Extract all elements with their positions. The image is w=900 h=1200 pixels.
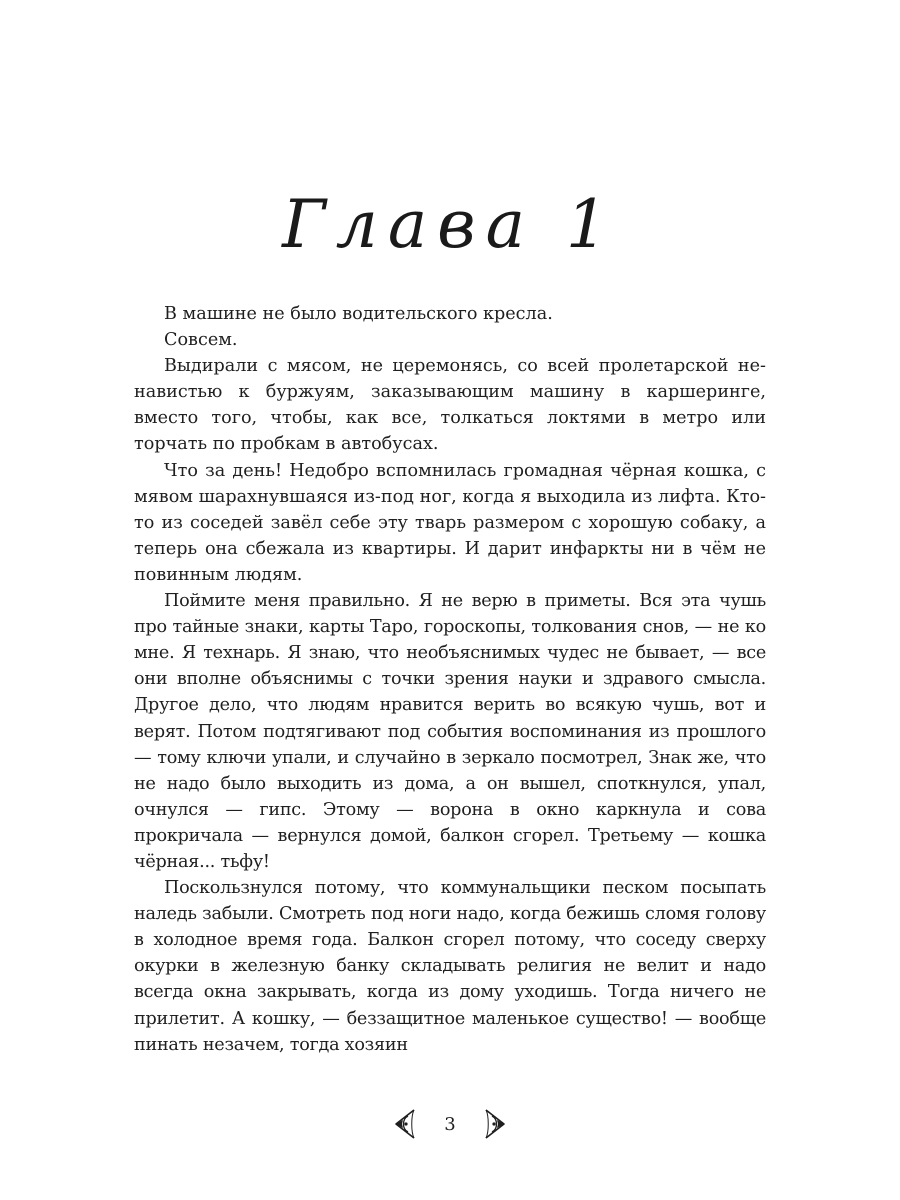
chapter-text bbox=[134, 301, 766, 1058]
chapter-title: Глава 1 bbox=[282, 186, 618, 263]
ornament-left-icon bbox=[390, 1107, 416, 1141]
paragraph: Выдирали с мясом, не церемонясь, со всей пролетарской ненавистью к буржуям, заказывающим машину в каршеринге, вместо того, чтобы, как все, толкаться локтями в метро или торчать по пробкам в автобусах. bbox=[134, 356, 766, 455]
paragraph: Совсем. bbox=[164, 330, 238, 351]
paragraph: Поскользнулся потому, что коммунальщики песком посыпать наледь забыли. Смотреть под ноги надо, когда бежишь сломя голову в холодное время года. Балкон сгорел потому, что соседу сверху окурки в железную банку складывать религия не велит и надо всегда окна закрывать, когда из дому уходишь. Тогда ничего не прилетит. А кошку, — беззащитное маленькое существо! — вообще пинать незачем, тогда хозяин bbox=[134, 878, 766, 1055]
paragraph: В машине не было водительского кресла. bbox=[164, 304, 553, 324]
page-footer bbox=[0, 1104, 900, 1144]
paragraph: Поймите меня правильно. Я не верю в приметы. Вся эта чушь про тайные знаки, карты Таро, гороскопы, толкования снов, — не ко мне. Я технарь. Я знаю, что необъяснимых чудес не бывает, — все они вполне объяснимы с точки зрения науки и здравого смысла. Другое дело, что людям нравится верить во всякую чушь, вот и верят. Потом подтягивают под события воспоминания из прошлого — тому ключи упали, и случайно в зеркало посмотрел, Знак же, что не надо было выходить из дома, а он вышел, споткнулся, упал, очнулся — гипс. Этому — ворона в окно каркнула и сова прокричала — вернулся домой, балкон сгорел. Третьему — кошка чёрная... тьфу! bbox=[134, 591, 766, 872]
paragraph: Что за день! Недобро вспомнилась громадная чёрная кошка, с мявом шарахнувшаяся из-под ног, когда я выходила из лифта. Кто-то из соседей завёл себе эту тварь размером с хорошую собаку, а теперь она сбежала из квартиры. И дарит инфаркты ни в чём не повинным людям. bbox=[134, 460, 766, 585]
page-number: 3 bbox=[444, 1113, 456, 1135]
ornament-right-icon bbox=[484, 1107, 510, 1141]
